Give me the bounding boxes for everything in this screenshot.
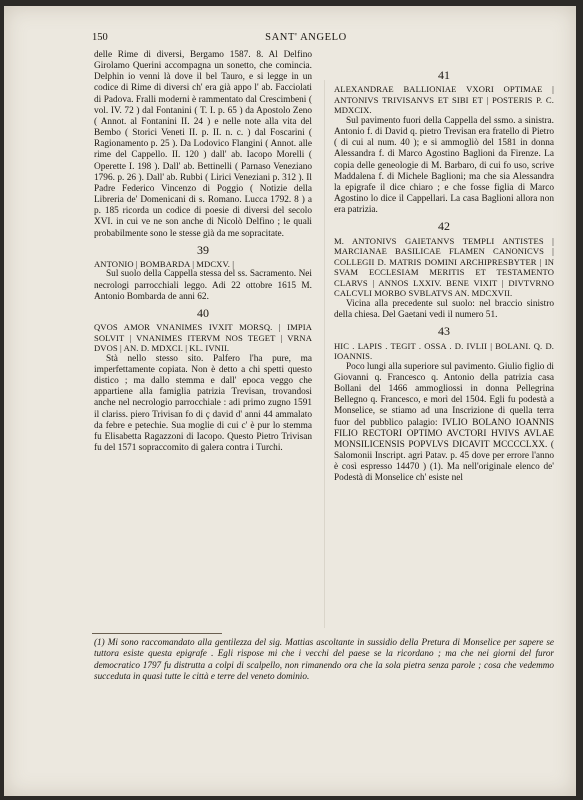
footnote-rule [92, 633, 222, 634]
entry-number: 39 [197, 242, 209, 257]
running-head: SANT' ANGELO [265, 32, 347, 43]
inscription: M. ANTONIVS GAIETANVS TEMPLI ANTISTES | MARCIANAE BASILICAE FLAMEN CANONICVS | COLLEGII D. MATRIS DOMINI ARCHIPRESBYTER | IN SVAM ECCLESIAM MERITIS ET TESTAMENTO CLARVS | ANNOS LXXIV. BENE VIXIT | DIVTVRNO CALCVLI MORBO SVBLATVS AN. MDCXVII. [334, 235, 554, 299]
footnote: (1) Mi sono raccomandato alla gentilezza del sig. Mattias ascoltante in sussidio della Pretura di Monselice per sapere se tuttora esiste questa epigrafe . Egli rispose mi che i vecchi del paese se la ricordano ; ma che nei giorni del furor democratico 1797 fu distrutta a colpi di scalpello, non rimanendo ora che la sola pietra senza parole ; cosa che vedemmo succeduta in quasi tutte le città e terre del veneto dominio. [94, 637, 554, 681]
inscription: ALEXANDRAE BALLIONIAE VXORI OPTIMAE | ANTONIVS TRIVISANVS ET SIBI ET | POSTERIS P. C. MDXCIX. [334, 84, 554, 116]
inscription: HIC . LAPIS . TEGIT . OSSA . D. IVLII | BOLANI. Q. D. IOANNIS. [334, 340, 554, 362]
inscription: QVOS AMOR VNANIMES IVXIT MORSQ. | IMPIA SOLVIT | VNANIMES ITERVM NOS TEGET | VRNA DVOS | AN. D. MDXCI. | KL. IVNII. [94, 322, 312, 354]
left-column [94, 50, 312, 454]
entry-number: 42 [438, 219, 450, 234]
entry-commentary: Vicina alla precedente sul suolo: nel braccio sinistro della chiesa. Del Gaetani vedi il numero 51. [334, 299, 554, 321]
entry-commentary: Poco lungi alla superiore sul pavimento. Giulio figlio di Giovanni q. Francesco q. Antonio della patrizia casa Bollani del 1466 ammogliossi in donna Pellegrina Bellegno q. Francesco, e morì del 1504. Egli fu podestà a Monselice, se stiamo ad una Inscrizione di quella terra fuor del pubblico palagio: IVLIO BOLANO IOANNIS FILIO RECTORI OPTIMO AVCTORI HVIVS AVLAE MONSILICENSIS POPVLVS DICAVIT MCCCCLXX. ( Salomonii Inscript. agri Patav. p. 45 dove per errore l'anno è così espresso 14470 ) (1). Ma nell'originale elenco de' Podestà di Monselice ch' esiste nel [334, 361, 554, 484]
entry-commentary: Sul pavimento fuori della Cappella del ssmo. a sinistra. Antonio f. di David q. pietro Trevisan era fratello di Pietro ( di cui al num. 40 ); e si ammogliò del 1581 in donna Alessandra f. di Marco Agostino Baglioni da Firenze. La copia delle geneologie di M. Barbaro, di cui fo uso, scrive Maddalena f. di Michele Baglioni; ma che sia Alessandra la epigrafe il dice chiaro ; e che fosse figlia di Marco Agostino lo dice il Cappellari. La casa Baglioni allora non era patrizia. [334, 115, 554, 216]
entry-number: 41 [438, 68, 450, 82]
page-number: 150 [92, 32, 108, 43]
continued-paragraph: delle Rime di diversi, Bergamo 1587. 8. Al Delfino Girolamo Querini accompagna un sonetto, che comincia. Delphin io venni là dove il bel Tauro, e si legge in un codice di Rime di diversi ch' era già appo l' ab. Facciolati di Padova. Fralli moderni è rammentato dal Crescimbeni ( vol. IV. 72 ) dal Fontanini ( T. I. p. 65 ) da Apostolo Zeno ( Annot. al Fontanini II. 24 ) e nelle note alla vita del Bembo ( Storici Veneti II. p. II. n. c. ) dal Foscarini ( Ragionamento p. 25 ). Da Lodovico Flangini ( Annot. alle rime del Cappello. II. 120 ) dall' ab. Iacopo Morelli ( Operette I. 198 ). Dall' ab. Bettinelli ( Parnaso Veneziano 1796. p. 26 ). Dall' ab. Rubbi ( Lirici Veneziani p. 312 ). Il Padre Federico Vincenzo di Poggio ( Notizie della Libreria de' Domenicani di s. Romano. Lucca 1792. 8 ) a p. 185 ricorda un codice di poesie di diversi del secolo XVI. in cui ve ne son anche di Nicolò Delfino ; le quali probabilmente sono le stesse già da me sopracitate. [94, 50, 312, 239]
right-column [334, 50, 554, 484]
column-gutter [324, 80, 325, 628]
entry-commentary: Sul suolo della Cappella stessa del ss. Sacramento. Nei necrologi parrocchiali leggo. Adi 22 ottobre 1615 M. Antonio Bombarda de anni 62. [94, 269, 312, 302]
entry-number: 40 [197, 305, 209, 320]
book-page [4, 6, 576, 796]
entry-number: 43 [438, 324, 450, 339]
page-header [92, 32, 520, 46]
inscription: ANTONIO | BOMBARDA | MDCXV. | [94, 258, 235, 269]
entry-commentary: Stà nello stesso sito. Palfero l'ha pure, ma imperfettamente copiata. Non è detto a chi spetti questo distico ; ma dallo stemma e dall' epoca veggo che appartiene alla famiglia patrizia Trevisan, trovandosi anche nel necrologio parrocchiale : adi primo zugno 1591 il clariss. piero Trivisan fo di ç david d' anni 44 ammalato da febre e petechie. Sua moglie di cui c' è pur lo stemma fu Elisabetta Ragazzoni di Iacopo. Questo Pietro Trivisan fu del 1571 sopraccomito di galera contra i Turchi. [94, 353, 312, 454]
